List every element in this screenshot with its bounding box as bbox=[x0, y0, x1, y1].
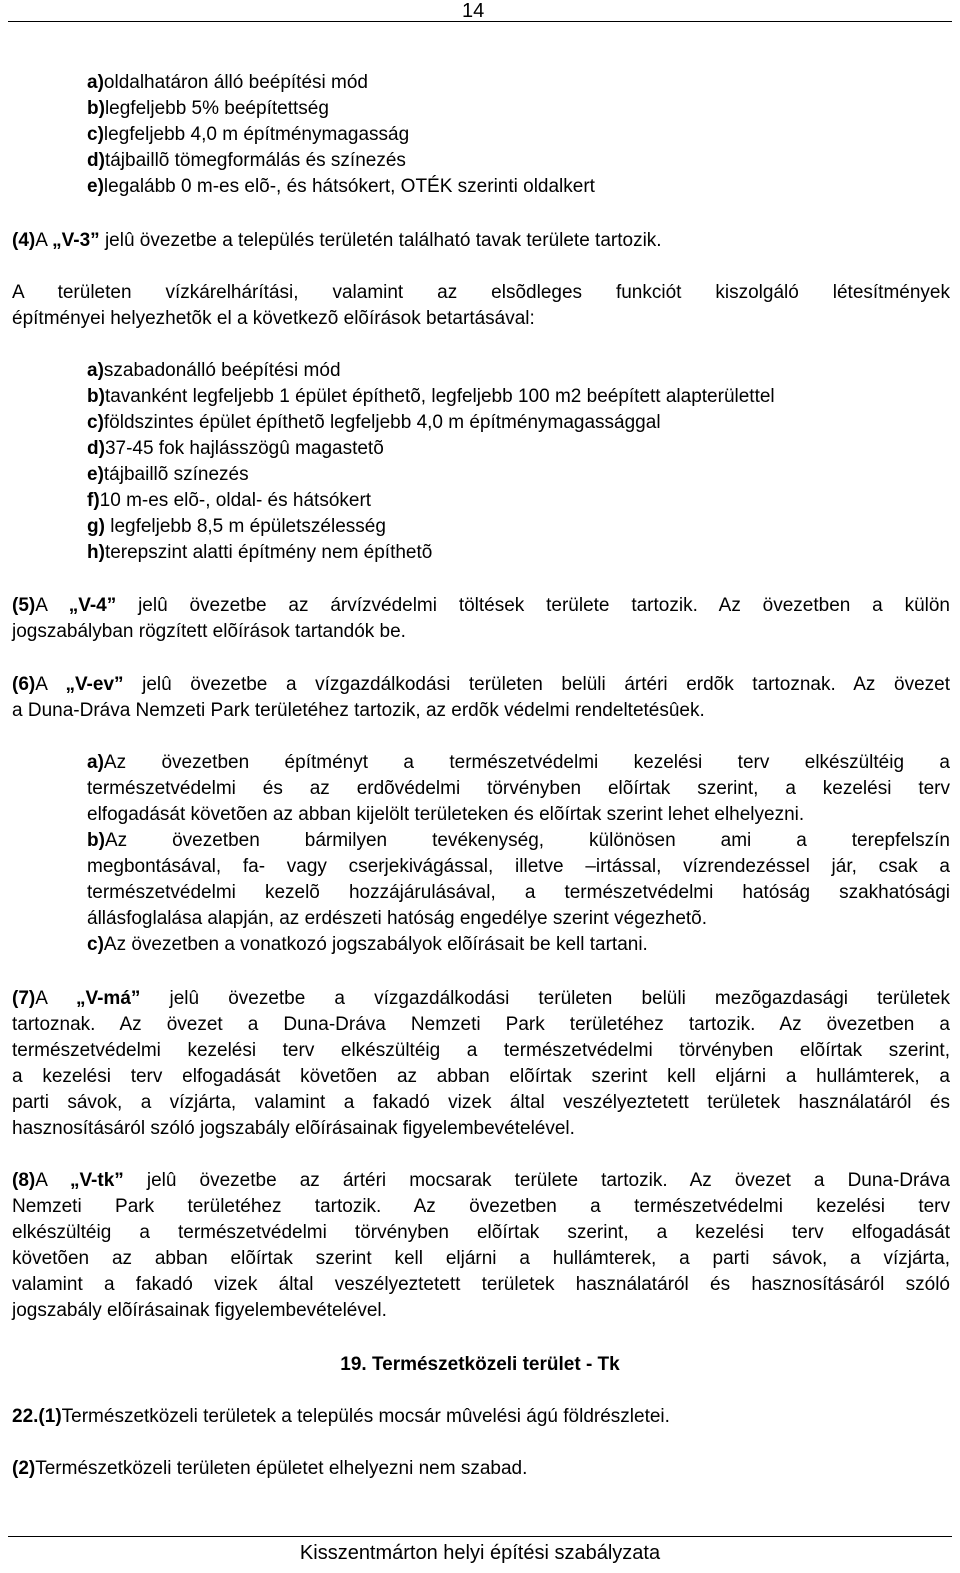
list-v-ev-rules bbox=[87, 750, 950, 958]
paragraph-6: (6)A „V-ev” jelû övezetbe a vízgazdálkodási területen belüli ártéri erdõk tartoznak. Az övezet a Duna-Dráva Nemzeti Park területéhez tartozik, az erdõk védelmi rendeltetésûek. bbox=[12, 674, 950, 721]
list-item: d)tájbaillõ tömegformálás és színezés bbox=[87, 150, 406, 171]
footer-text: Kisszentmárton helyi építési szabályzata bbox=[299, 1542, 661, 1564]
list-item: a)Az övezetben építményt a természetvédelmi kezelési terv elkészültéig a természetvédelmi és az erdõvédelmi törvényben elõírtak szerint, a kezelési terv elfogadását követõen az abban kijelölt területeken és elõírtak szerint lehet elhelyezni. bbox=[87, 752, 950, 825]
list-v3-rules bbox=[87, 358, 950, 566]
list-item: e)legalább 0 m-es elõ-, és hátsókert, OTÉK szerinti oldalkert bbox=[87, 176, 595, 197]
list-item: c)legfeljebb 4,0 m építménymagasság bbox=[87, 124, 410, 145]
page-number: 14 bbox=[462, 0, 485, 22]
paragraph-4: (4)A „V-3” jelû övezetbe a település területén található tavak területe tartozik. bbox=[12, 230, 662, 251]
list-item: g) legfeljebb 8,5 m épületszélesség bbox=[87, 516, 386, 537]
list-item: h)terepszint alatti építmény nem építhetõ bbox=[87, 542, 433, 563]
list-item: c)földszintes épület építhetõ legfeljebb 4,0 m építménymagassággal bbox=[87, 412, 661, 433]
paragraph-7: (7)A „V-má” jelû övezetbe a vízgazdálkodási területen belüli mezõgazdasági területek tartoznak. Az övezet a Duna-Dráva Nemzeti Park területéhez tartozik. Az övezetben a természetvédelmi kezelési terv elkészültéig a természetvédelmi törvényben elõírtak szerint, a kezelési terv elfogadását követõen az abban elõírtak szerint kell eljárni a hullámterek, a parti sávok, a vízjárta, valamint a fakadó vizek által veszélyeztetett területek használatáról és hasznosításáról szóló jogszabály elõírásainak figyelembevételével. bbox=[12, 988, 950, 1139]
list-item: a)szabadonálló beépítési mód bbox=[87, 360, 341, 381]
list-item: b)legfeljebb 5% beépítettség bbox=[87, 98, 329, 119]
list-item: a)oldalhatáron álló beépítési mód bbox=[87, 72, 368, 93]
list-item: d)37-45 fok hajlásszögû magastetõ bbox=[87, 438, 384, 459]
list-item: f)10 m-es elõ-, oldal- és hátsókert bbox=[87, 490, 372, 511]
section-title: 19. Természetközeli terület - Tk bbox=[340, 1354, 620, 1375]
list-item: b)tavanként legfeljebb 1 épület építhetõ, legfeljebb 100 m2 beépített alapterülettel bbox=[87, 386, 775, 407]
header-rule bbox=[8, 21, 952, 22]
paragraph-5: (5)A „V-4” jelû övezetbe az árvízvédelmi töltések területe tartozik. Az övezetben a külön jogszabályban rögzített elõírások tartandók be. bbox=[12, 595, 950, 642]
list-zone-prev bbox=[87, 70, 950, 200]
paragraph-8: (8)A „V-tk” jelû övezetbe az ártéri mocsarak területe tartozik. Az övezet a Duna-Dráva Nemzeti Park területéhez tartozik. Az övezetben a természetvédelmi kezelési terv elkészültéig a természetvédelmi törvényben elõírtak szerint, a kezelési terv elfogadását követõen az abban elõírtak szerint kell eljárni a hullámterek, a parti sávok, a vízjárta, valamint a fakadó vizek által veszélyeztetett területek használatáról és hasznosításáról szóló jogszabály elõírásainak figyelembevételével. bbox=[12, 1170, 950, 1321]
list-item: b)Az övezetben bármilyen tevékenység, különösen ami a terepfelszín megbontásával, fa- vagy cserjekivágással, illetve –irtással, vízrendezéssel jár, csak a természetvédelmi kezelõ hozzájárulásával, a természetvédelmi hatóság szakhatósági állásfoglalása alapján, az erdészeti hatóság engedélye szerint végezhetõ. bbox=[87, 830, 950, 929]
paragraph-22-1: 22.(1)Természetközeli területek a település mocsár mûvelési ágú földrészletei. bbox=[12, 1406, 670, 1427]
list-item: e)tájbaillõ színezés bbox=[87, 464, 249, 485]
footer-rule bbox=[8, 1536, 952, 1537]
paragraph-22-2: (2)Természetközeli területen épületet elhelyezni nem szabad. bbox=[12, 1458, 528, 1479]
paragraph-4-text: A területen vízkárelhárítási, valamint az elsõdleges funkciót kiszolgáló létesítmények építményei helyezhetõk el a következõ elõírások betartásával: bbox=[12, 282, 950, 329]
list-item: c)Az övezetben a vonatkozó jogszabályok elõírásait be kell tartani. bbox=[87, 934, 648, 955]
